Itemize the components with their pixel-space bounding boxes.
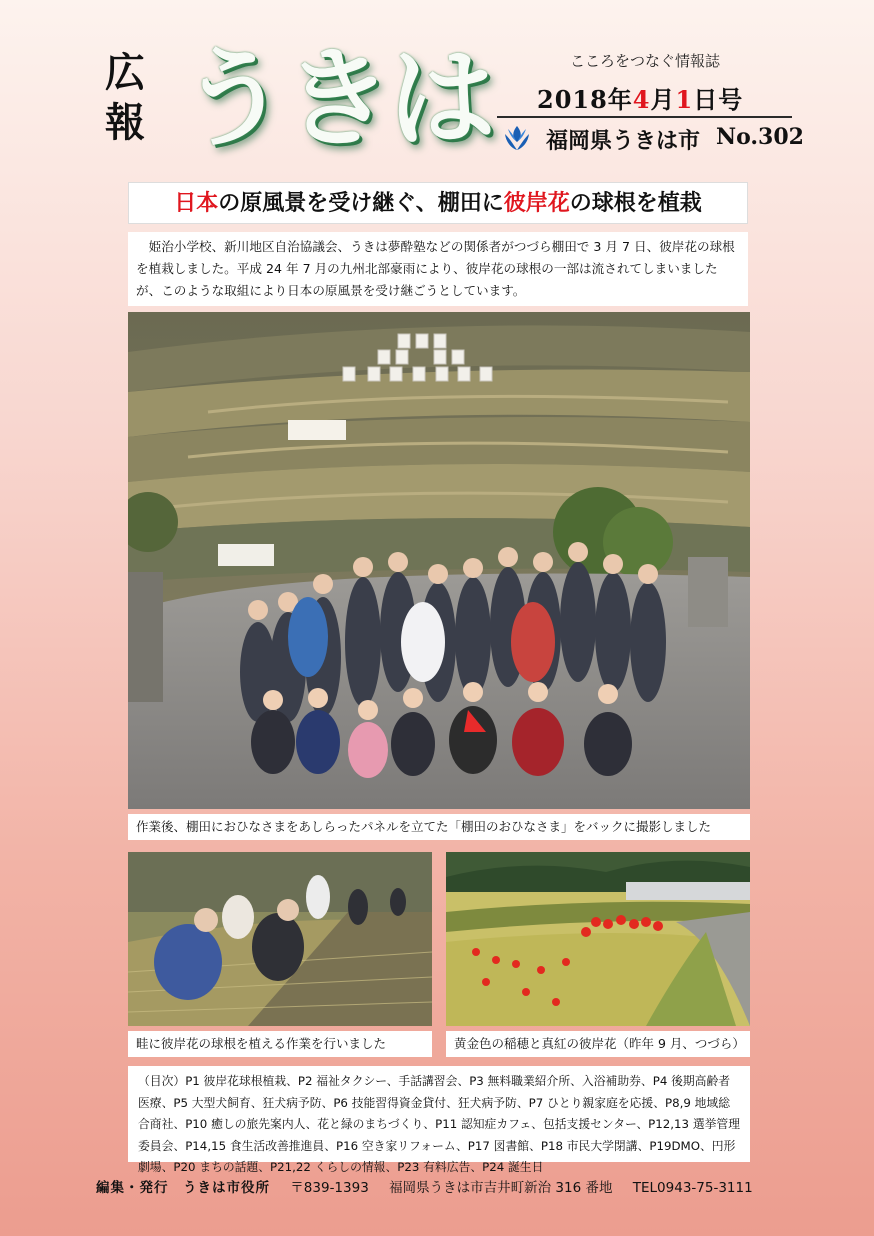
issue-month: 4 bbox=[632, 85, 651, 114]
issue-date bbox=[537, 80, 743, 115]
footer-postal-code: 〒839-1393 bbox=[290, 1180, 369, 1196]
footer bbox=[96, 1176, 769, 1196]
tagline: こころをつなぐ情報誌 bbox=[570, 52, 721, 70]
masthead-title: うきは bbox=[180, 37, 493, 162]
masthead-koho: 広報 bbox=[105, 49, 145, 146]
group-photo-caption: 作業後、棚田におひなさまをあしらったパネルを立てた「棚田のおひなさま」をバックに撮影しました bbox=[128, 814, 750, 840]
planting-photo bbox=[128, 852, 432, 1026]
headline-part-3: 彼岸花 bbox=[503, 191, 570, 216]
footer-address: 福岡県うきは市吉井町新治 316 番地 bbox=[389, 1180, 613, 1196]
city-name: 福岡県うきは市 bbox=[546, 128, 701, 154]
city-logo-icon bbox=[502, 124, 532, 154]
footer-tel: TEL0943-75-3111 bbox=[632, 1180, 753, 1196]
issue-day: 1 bbox=[675, 85, 694, 114]
table-of-contents: （目次）P1 彼岸花球根植栽、P2 福祉タクシー、手話講習会、P3 無料職業紹介所、入浴補助券、P4 後期高齢者医療、P5 大型犬飼育、狂犬病予防、P6 技能習得資金貸付、狂犬病予防、P7 ひとり親家庭を応援、P8,9 地域総合商社、P10 癒しの旅先案内人、花と緑のまちづくり、P11 認知症カフェ、包括支援センター、P12,13 選挙管理委員会、P14,15 食生活改善推進員、P16 空き家リフォーム、P17 図書館、P18 市民大学閉講、P19DMO、円形劇場、P20 まちの話題、P21,22 くらしの情報、P23 有料広告、P24 誕生日 bbox=[128, 1066, 750, 1162]
article-headline bbox=[128, 182, 748, 224]
group-photo bbox=[128, 312, 750, 809]
higanbana-photo bbox=[446, 852, 750, 1026]
planting-photo-caption: 畦に彼岸花の球根を植える作業を行いました bbox=[128, 1031, 432, 1057]
headline-part-1: 日本 bbox=[174, 191, 219, 216]
article-lead: 姫治小学校、新川地区自治協議会、うきは夢酔塾などの関係者がつづら棚田で 3 月 7 日、彼岸花の球根を植栽しました。平成 24 年 7 月の九州北部豪雨により、彼岸花の球根の一部は流されてしまいましたが、このような取組により日本の原風景を受け継ごうとしています。 bbox=[128, 232, 748, 306]
footer-publisher: 編集・発行 うきは市役所 bbox=[96, 1180, 270, 1196]
issue-year: 2018年 bbox=[537, 85, 633, 114]
headline-part-2: の原風景を受け継ぐ、棚田に bbox=[218, 191, 504, 216]
higanbana-photo-caption: 黄金色の稲穂と真紅の彼岸花（昨年 9 月、つづら） bbox=[446, 1031, 750, 1057]
issue-number: No.302 bbox=[716, 124, 804, 150]
headline-part-4: の球根を植栽 bbox=[569, 191, 702, 216]
masthead-divider bbox=[497, 116, 792, 118]
issue-day-suffix: 日号 bbox=[693, 85, 744, 114]
issue-month-suffix: 月 bbox=[650, 85, 676, 114]
